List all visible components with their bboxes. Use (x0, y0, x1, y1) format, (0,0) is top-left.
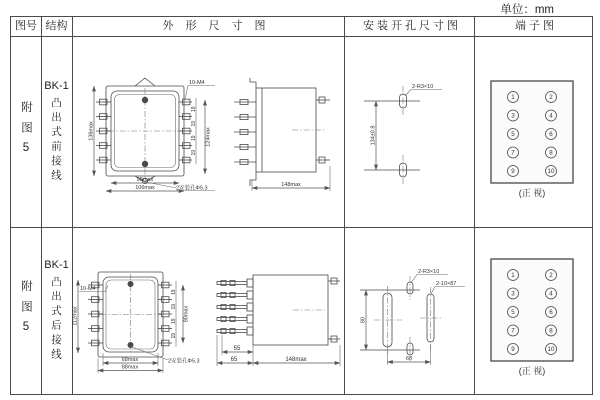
row1-terminal-diagram (486, 78, 590, 202)
mount-holes-label: 2安装孔Φ5.3 (168, 358, 200, 365)
terminal-3: 3 (511, 112, 515, 120)
row1-fig-cell (11, 36, 41, 227)
row1-front-view-drawing (88, 74, 236, 202)
dimensions (89, 80, 216, 192)
right-terminals (158, 282, 172, 346)
terminal-9: 9 (511, 346, 515, 354)
terminal-10: 10 (547, 346, 555, 354)
dim-height-overall: 136max (88, 121, 95, 141)
row2-structure-cell (41, 227, 72, 394)
dim-pitch-1: 19 (171, 289, 177, 295)
row1-side-view-drawing (230, 76, 342, 200)
dim-pitch-2: 19 (191, 120, 197, 127)
terminal-5: 5 (511, 309, 515, 317)
header-structure: 结构 (45, 20, 68, 32)
side-terminals (234, 99, 256, 164)
header-mounting: 安装开孔尺寸图 (363, 20, 461, 32)
dim-height-terminals: 80max (183, 305, 190, 323)
dim-horizontal-spacing: 68 (405, 356, 413, 362)
row1-fig-no: 附图5 (20, 100, 32, 163)
row2-front-view-drawing (72, 250, 208, 392)
dim-width-inner: 98max (136, 177, 154, 183)
terminal-9: 9 (511, 168, 515, 176)
dim-stud-exposed: 55 (233, 346, 241, 352)
terminal-4: 4 (549, 112, 553, 120)
dim-pitch-3: 19 (171, 318, 177, 324)
unit-label: 单位：mm (500, 4, 554, 16)
dim-width-overall: 88max (121, 364, 139, 371)
relay-front-outline (98, 272, 163, 357)
row1-model: BK-1 (44, 79, 69, 92)
header-terminal: 端子图 (515, 20, 557, 32)
terminal-2: 2 (549, 94, 553, 102)
slot-long-label: 2-10×87 (436, 281, 457, 287)
terminal-7: 7 (511, 327, 515, 335)
view-caption: (正 视) (518, 366, 546, 376)
terminal-1: 1 (511, 94, 515, 102)
terminal-8: 8 (549, 327, 553, 335)
slot-small-label: 2-R3×10 (418, 269, 440, 275)
relay-front-outline (106, 78, 184, 184)
row1-mounting-drawing (350, 72, 468, 204)
row2-fig-no: 附图5 (20, 279, 32, 342)
row2-mounting-drawing (348, 258, 470, 390)
rear-studs (217, 279, 253, 335)
view-caption: (正 视) (518, 188, 546, 198)
terminal-10: 10 (547, 168, 555, 176)
dim-height-terminals: 124max (205, 127, 212, 147)
row-divider (11, 227, 592, 228)
terminal-4: 4 (549, 290, 553, 298)
terminal-7: 7 (511, 149, 515, 157)
dim-depth: 148max (281, 182, 301, 188)
terminal-3: 3 (511, 290, 515, 298)
terminal-frame (491, 81, 573, 183)
dim-pitch-4: 19 (171, 332, 177, 339)
terminal-6: 6 (549, 309, 553, 317)
terminal-8: 8 (549, 149, 553, 157)
row2-model: BK-1 (44, 258, 69, 271)
dim-pitch-4: 19 (191, 149, 197, 156)
dim-pitch-1: 19 (191, 106, 197, 112)
row2-side-view-drawing (213, 253, 343, 392)
row2-structure: 凸出式后接线 (50, 275, 62, 363)
dim-pitch-3: 19 (191, 135, 197, 141)
terminal-1: 1 (511, 272, 515, 280)
header-fig-no: 图号 (15, 20, 37, 32)
col-divider-3 (344, 17, 345, 394)
dimensions (217, 335, 340, 366)
dim-width-inner: 68max (121, 357, 139, 363)
dim-stud-overall: 65 (230, 357, 238, 363)
relay-side-outline (253, 275, 340, 345)
dim-vertical-spacing: 80 (360, 316, 367, 324)
col-divider-4 (474, 17, 475, 394)
header-outline: 外形尺寸图 (162, 20, 278, 32)
mount-slots (360, 276, 441, 361)
dim-width-overall: 106max (135, 185, 155, 191)
dim-height-overall: 112max (72, 306, 79, 326)
dimensions (252, 166, 330, 191)
thread-label: 10-M4 (189, 80, 205, 86)
left-terminals (96, 99, 111, 163)
mount-holes-label: 2安装孔Φ5.3 (176, 185, 208, 192)
terminal-2: 2 (549, 272, 553, 280)
row2-terminal-diagram (486, 256, 590, 380)
relay-side-outline (250, 78, 330, 186)
header-divider (11, 36, 592, 37)
slot-label: 2-R3×10 (412, 84, 434, 90)
thread-label: 10-M4 (80, 286, 96, 292)
row1-structure-cell (41, 36, 72, 227)
terminal-frame (491, 259, 573, 361)
terminal-6: 6 (549, 131, 553, 139)
dim-vertical-spacing: 134±0.8 (370, 125, 377, 146)
dim-pitch-2: 19 (171, 303, 177, 310)
row2-fig-cell (11, 227, 41, 394)
terminal-5: 5 (511, 131, 515, 139)
row1-structure: 凸出式前接线 (50, 96, 62, 184)
dim-depth: 148max (285, 357, 307, 363)
